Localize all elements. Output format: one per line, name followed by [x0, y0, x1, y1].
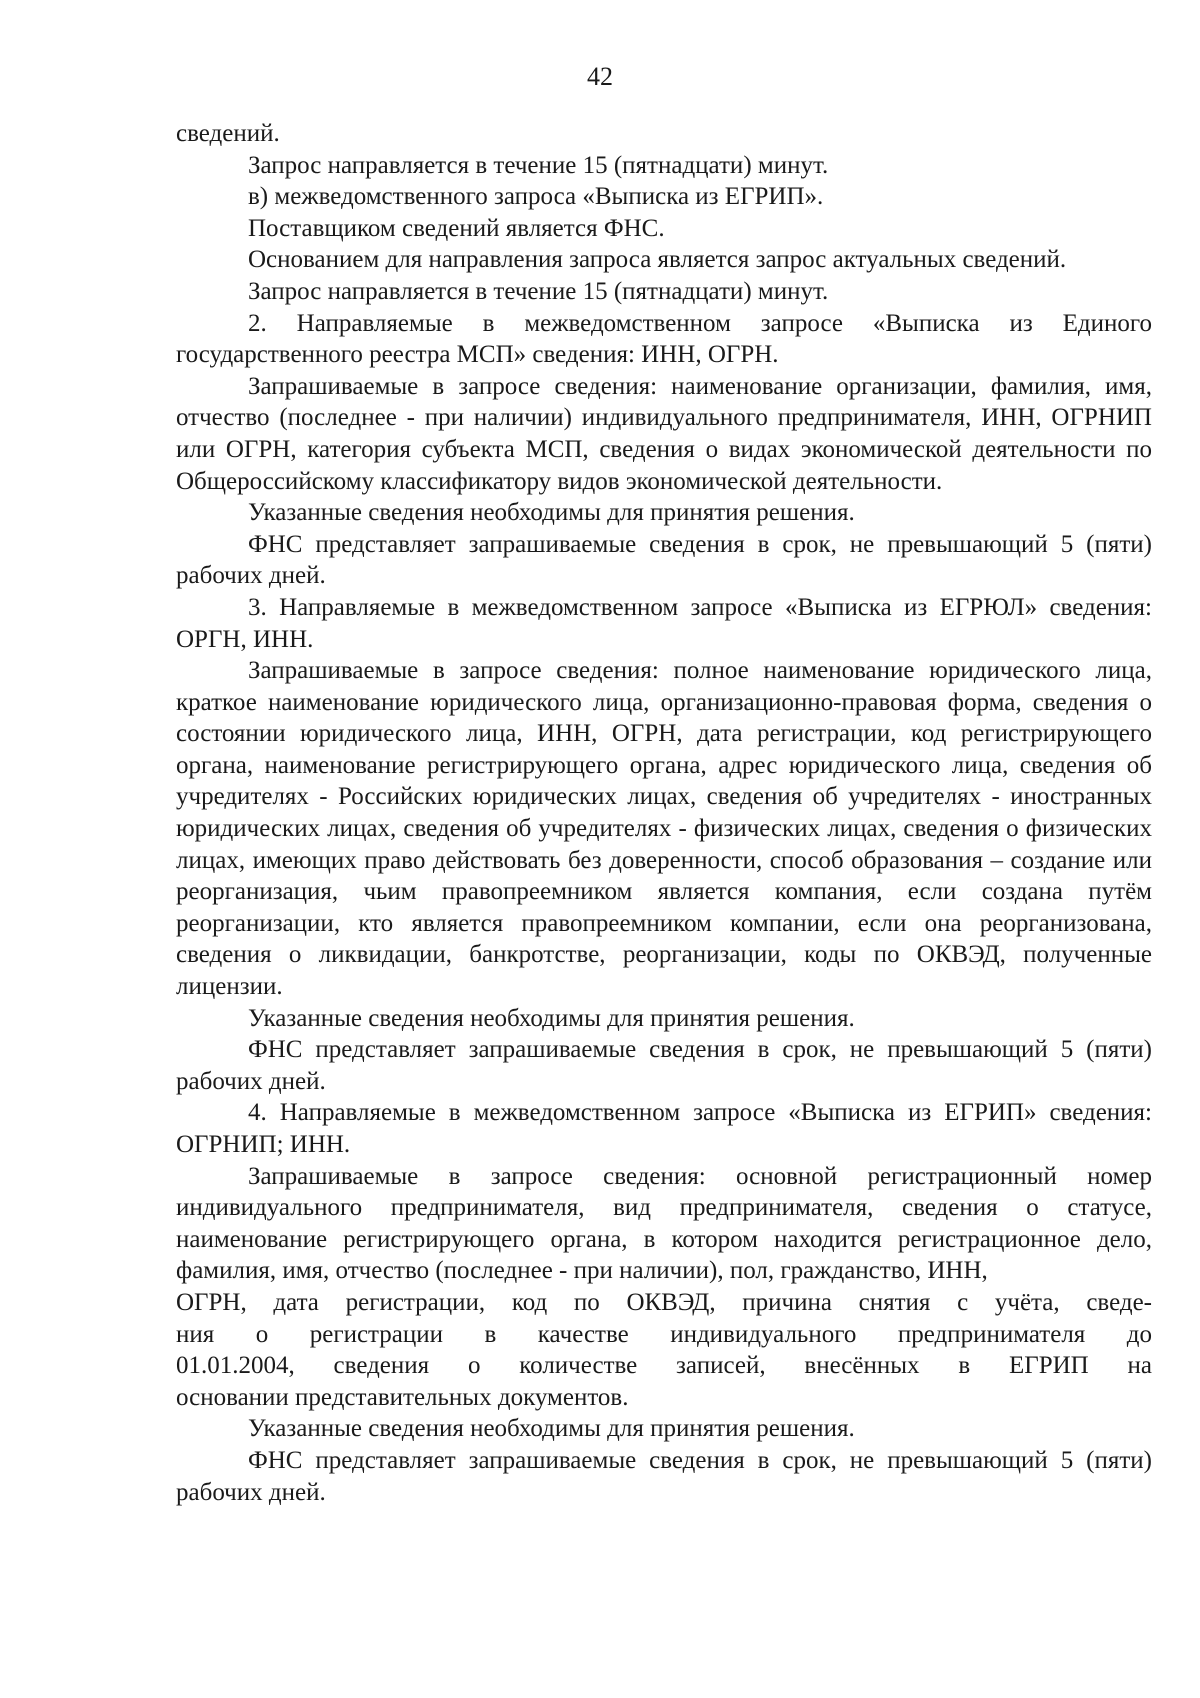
paragraph: Запрашиваемые в запросе сведения: основной регистрационный номер индивидуального предпринимателя, вид предпринимателя, сведения о статусе, наименование регистрирующего органа, в котором находится регистрационное дело, фамилия, имя, отчество (последнее - при наличии), пол, гражданство, ИНН,: [176, 1162, 1152, 1285]
page-number: 42: [587, 62, 613, 91]
paragraph: сведений.: [176, 120, 280, 147]
text-line: 01.01.2004, сведения о количестве записей, внесённых в ЕГРИП на: [176, 1352, 1152, 1380]
paragraph: Основанием для направления запроса является запрос актуальных сведений.: [248, 246, 1067, 274]
paragraph: 4. Направляемые в межведомственном запросе «Выписка из ЕГРИП» сведения: ОГРНИП; ИНН.: [176, 1099, 1152, 1158]
paragraph: ФНС представляет запрашиваемые сведения в срок, не превышающий 5 (пяти) рабочих дней.: [176, 1446, 1152, 1506]
paragraph: Запрос направляется в течение 15 (пятнадцати) минут.: [248, 151, 829, 179]
paragraph: 3. Направляемые в межведомственном запросе «Выписка из ЕГРЮЛ» сведения: ОРГН, ИНН.: [176, 593, 1152, 653]
text-line: основании представительных документов.: [176, 1383, 629, 1411]
paragraph: ФНС представляет запрашиваемые сведения в срок, не превышающий 5 (пяти) рабочих дней.: [176, 530, 1152, 590]
paragraph: ФНС представляет запрашиваемые сведения в срок, не превышающий 5 (пяти) рабочих дней.: [176, 1036, 1152, 1095]
paragraph: Указанные сведения необходимы для принятия решения.: [248, 1004, 855, 1032]
paragraph: Запрос направляется в течение 15 (пятнадцати) минут.: [248, 277, 829, 305]
paragraph: Поставщиком сведений является ФНС.: [248, 214, 665, 242]
text-line: ния о регистрации в качестве индивидуального предпринимателя до: [176, 1320, 1152, 1348]
text-line: ОГРН, дата регистрации, код по ОКВЭД, причина снятия с учёта, сведе-: [176, 1288, 1152, 1316]
paragraph: Указанные сведения необходимы для принятия решения.: [248, 499, 855, 527]
paragraph-lines: [176, 1287, 1152, 1413]
paragraph: 2. Направляемые в межведомственном запросе «Выписка из Единого государственного реестра МСП» сведения: ИНН, ОГРН.: [176, 309, 1152, 369]
document-body: [176, 118, 1152, 1508]
paragraph: Указанные сведения необходимы для принятия решения.: [248, 1415, 855, 1443]
paragraph: Запрашиваемые в запросе сведения: полное наименование юридического лица, краткое наименование юридического лица, организационно-правовая форма, сведения о состоянии юридического лица, ИНН, ОГРН, дата регистрации, код регистрирующего органа, наименование регистрирующего органа, адрес юридического лица, сведения об учредителях - Российских юридических лицах, сведения об учредителях - иностранных юридических лицах, сведения об учредителях - физических лицах, сведения о физических лицах, имеющих право действовать без доверенности, способ образования – создание или реорганизация, чьим правопреемником является компания, если создана путём реорганизации, кто является правопреемником компании, если она реорганизована, сведения о ликвидации, банкротстве, реорганизации, коды по ОКВЭД, полученные лицензии.: [176, 657, 1152, 1001]
paragraph: в) межведомственного запроса «Выписка из ЕГРИП».: [248, 183, 824, 211]
paragraph: Запрашиваемые в запросе сведения: наименование организации, фамилия, имя, отчество (последнее - при наличии) индивидуального предпринимателя, ИНН, ОГРНИП или ОГРН, категория субъекта МСП, сведения о видах экономической деятельности по Общероссийскому классификатору видов экономической деятельности.: [176, 372, 1152, 495]
